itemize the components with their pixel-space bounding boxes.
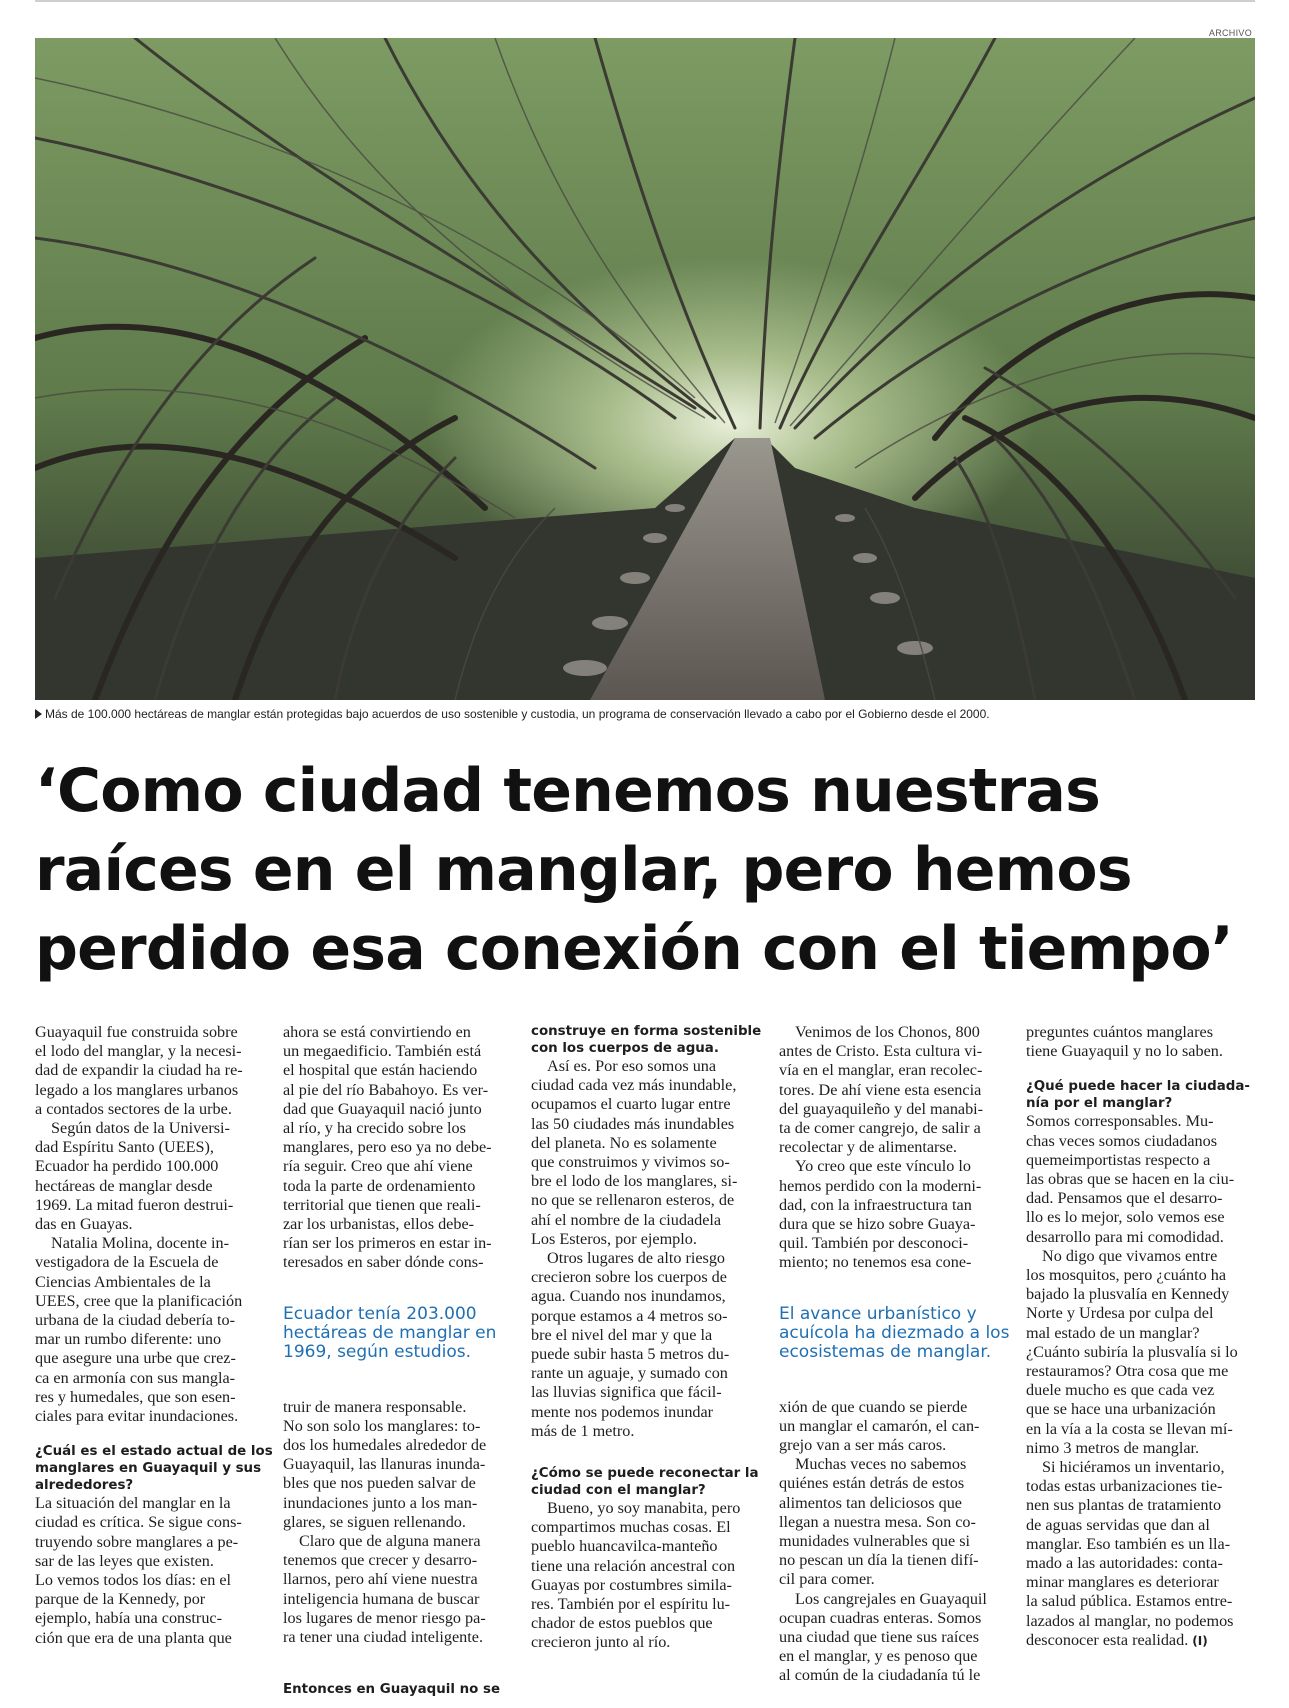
text-line: La situación del manglar en la	[35, 1494, 231, 1513]
mangrove-tunnel-image	[35, 38, 1255, 700]
text-line: del planeta. No es solamente	[531, 1133, 717, 1152]
text-line: teresados en saber dónde cons-	[283, 1253, 484, 1272]
text-line: ca en armonía con sus mangla-	[35, 1368, 236, 1387]
text-line: ¿Qué puede hacer la ciudada-	[1026, 1079, 1250, 1095]
article-column-5	[1026, 1023, 1250, 1651]
text-line: hectáreas de manglar en	[283, 1322, 497, 1343]
text-line: inteligencia humana de buscar	[283, 1589, 480, 1608]
paragraph	[35, 1023, 251, 1119]
text-line: no que se rellenaron esteros, de	[531, 1191, 735, 1210]
text-line: zar los urbanistas, ellos debe-	[283, 1215, 475, 1234]
text-line: manglares en Guayaquil y sus	[35, 1461, 262, 1477]
text-line: ahí el nombre de la ciudadela	[531, 1210, 722, 1229]
text-line: llo es lo mejor, solo vemos ese	[1026, 1208, 1225, 1227]
text-line: No son solo los manglares: to-	[283, 1416, 481, 1435]
text-line: crecieron junto al río.	[531, 1633, 671, 1652]
text-line: ría seguir. Creo que ahí viene	[283, 1157, 473, 1176]
text-line: ciales para evitar inundaciones.	[35, 1407, 239, 1426]
text-line: pueblo huancavilca-manteño	[531, 1537, 718, 1556]
end-mark: (I)	[1192, 1633, 1208, 1648]
text-line: das en Guayas.	[35, 1215, 133, 1234]
text-line: dura que se hizo sobre Guaya-	[779, 1215, 976, 1234]
text-line: en el manglar, y es penoso que	[779, 1647, 978, 1666]
pull-quote	[779, 1303, 1010, 1362]
text-line: truir de manera responsable.	[283, 1397, 467, 1416]
text-line: que se hace una urbanización	[1026, 1400, 1216, 1419]
text-line: bles que nos pueden salvar de	[283, 1474, 476, 1493]
text-line: las 50 ciudades más inundables	[531, 1114, 735, 1133]
text-line: antes de Cristo. Esta cultura vi-	[779, 1042, 983, 1061]
text-line: un megaedificio. También está	[283, 1042, 482, 1061]
headline	[35, 752, 1260, 989]
text-line: acuícola ha diezmado a los	[779, 1322, 1010, 1343]
text-line: dad Espíritu Santo (UEES),	[35, 1138, 214, 1157]
text-line: urbana de la ciudad debería to-	[35, 1311, 235, 1330]
text-line: que construimos y vivimos so-	[531, 1153, 730, 1172]
text-line: que asegure una urbe que crez-	[35, 1349, 236, 1368]
text-line: tores. De ahí viene esta esencia	[779, 1080, 982, 1099]
paragraph	[1026, 1023, 1242, 1061]
text-line: ta de comer cangrejo, de salir a	[779, 1119, 981, 1138]
text-line: Ciencias Ambientales de la	[35, 1272, 211, 1291]
text-line: ciudad es crítica. Se sigue cons-	[35, 1513, 242, 1532]
text-line: toda la parte de ordenamiento	[283, 1176, 476, 1195]
text-line: Guayaquil fue construida sobre	[35, 1023, 238, 1041]
text-line: compartimos muchas cosas. El	[531, 1518, 731, 1537]
text-line: tenemos que crecer y desarro-	[283, 1551, 478, 1570]
paragraph	[1026, 1458, 1242, 1651]
headline-line-1: ‘Como ciudad tenemos nuestras	[35, 756, 1101, 826]
text-line: truyendo sobre manglares a pe-	[35, 1532, 239, 1551]
text-line: nía por el manglar?	[1026, 1096, 1173, 1112]
text-line: dad, con la infraestructura tan	[779, 1195, 972, 1214]
text-line: tiene una relación ancestral con	[531, 1556, 736, 1575]
text-line: las lluvias significa que fácil-	[531, 1383, 722, 1402]
paragraph	[1026, 1112, 1242, 1246]
text-line: manglares, pero eso ya no debe-	[283, 1138, 492, 1157]
text-line: Somos corresponsables. Mu-	[1026, 1112, 1214, 1131]
paragraph	[283, 1532, 499, 1647]
text-line: el hospital que están haciendo	[283, 1061, 478, 1080]
text-line: hemos perdido con la moderni-	[779, 1176, 982, 1195]
text-line: miento; no tenemos esa cone-	[779, 1253, 972, 1272]
text-line: puede subir hasta 5 metros du-	[531, 1345, 730, 1364]
text-line: glares, se siguen rellenando.	[283, 1512, 466, 1531]
text-line: 1969. La mitad fueron destrui-	[35, 1195, 234, 1214]
text-line: mente nos podemos inundar	[531, 1402, 714, 1421]
text-line: bre el nivel del mar y que la	[531, 1325, 713, 1344]
caption-text: Más de 100.000 hectáreas de manglar están protegidas bajo acuerdos de uso sostenible y custodia, un programa de conservación llevado a cabo por el Gobierno desde el 2000.	[45, 707, 990, 721]
top-rule	[35, 0, 1255, 2]
text-line: Claro que de alguna manera	[299, 1532, 481, 1551]
text-line: Ecuador tenía 203.000	[283, 1303, 477, 1324]
text-line: cil para comer.	[779, 1570, 875, 1589]
text-line: 1969, según estudios.	[283, 1341, 472, 1362]
photo-credit: ARCHIVO	[1208, 28, 1252, 38]
text-line: dos los humedales alrededor de	[283, 1436, 487, 1455]
text-line: Ecuador ha perdido 100.000	[35, 1157, 219, 1176]
article-column-4	[779, 1023, 1010, 1686]
text-line: chador de estos pueblos que	[531, 1614, 713, 1633]
text-line: nimo 3 metros de manglar.	[1026, 1438, 1200, 1457]
text-line: No digo que vivamos entre	[1042, 1246, 1218, 1265]
text-line: bajado la plusvalía en Kennedy	[1026, 1285, 1230, 1304]
text-line: no pescan un día la tienen difí-	[779, 1551, 979, 1570]
text-line: Los cangrejales en Guayaquil	[795, 1589, 987, 1608]
text-line: alrededores?	[35, 1478, 134, 1494]
text-line: rían ser los primeros en estar in-	[283, 1234, 492, 1253]
text-line: la salud pública. Estamos entre-	[1026, 1592, 1233, 1611]
text-line: agua. Cuando nos inundamos,	[531, 1287, 726, 1306]
text-line: un manglar el camarón, el can-	[779, 1416, 980, 1435]
text-line: Lo vemos todos los días: en el	[35, 1571, 232, 1590]
text-line: Otros lugares de alto riesgo	[547, 1249, 726, 1268]
text-line: Yo creo que este vínculo lo	[795, 1157, 971, 1176]
text-line: ¿Cuál es el estado actual de los	[35, 1444, 273, 1460]
text-line-content: desconocer esta realidad.	[1026, 1630, 1189, 1649]
text-line: tiene Guayaquil y no lo saben.	[1026, 1042, 1223, 1061]
text-line: porque estamos a 4 metros so-	[531, 1306, 728, 1325]
text-line: manglar. Eso también es un lla-	[1026, 1534, 1231, 1553]
text-line: llarnos, pero ahí viene nuestra	[283, 1570, 478, 1589]
text-line: ra tener una ciudad inteligente.	[283, 1628, 484, 1647]
article-column-2	[283, 1023, 499, 1698]
paragraph	[283, 1398, 499, 1532]
paragraph	[531, 1057, 747, 1249]
text-line: chas veces somos ciudadanos	[1026, 1131, 1218, 1150]
text-line: legado a los manglares urbanos	[35, 1080, 239, 1099]
article-column-1	[35, 1023, 273, 1648]
text-line: quil. También por desconoci-	[779, 1234, 969, 1253]
text-line: al común de la ciudadanía tú le	[779, 1666, 981, 1685]
pull-quote	[283, 1305, 499, 1362]
text-line: ocupamos el cuarto lugar entre	[531, 1095, 731, 1114]
paragraph	[35, 1119, 251, 1234]
text-line: ¿Cuánto subiría la plusvalía si lo	[1026, 1342, 1238, 1361]
text-line: lazados al manglar, no podemos	[1026, 1611, 1234, 1630]
text-line: Bueno, yo soy manabita, pero	[547, 1499, 741, 1518]
text-line: Así es. Por eso somos una	[547, 1057, 717, 1075]
paragraph	[779, 1398, 995, 1456]
text-line: ciudad cada vez más inundable,	[531, 1076, 737, 1095]
text-line: dad. Pensamos que el desarro-	[1026, 1189, 1223, 1208]
text-line: Guayas por costumbres simila-	[531, 1575, 732, 1594]
text-line: ciudad con el manglar?	[531, 1483, 706, 1499]
paragraph	[779, 1023, 995, 1157]
mangrove-photo	[35, 38, 1255, 700]
text-line: Venimos de los Chonos, 800	[795, 1023, 980, 1041]
text-line: al pie del río Babahoyo. Es ver-	[283, 1080, 489, 1099]
text-line: al río, y ha crecido sobre los	[283, 1119, 466, 1138]
text-line: ecosistemas de manglar.	[779, 1341, 992, 1362]
text-line: llegan a nuestra mesa. Son co-	[779, 1512, 976, 1531]
text-line: mal estado de un manglar?	[1026, 1323, 1200, 1342]
text-line: rante un aguaje, y sumado con	[531, 1364, 728, 1383]
text-line: vestigadora de la Escuela de	[35, 1253, 219, 1272]
text-line: más de 1 metro.	[531, 1421, 635, 1440]
photo-caption	[35, 707, 1255, 721]
text-line: Guayaquil, las llanuras inunda-	[283, 1455, 486, 1474]
text-line: ahora se está convirtiendo en	[283, 1023, 471, 1041]
text-line: munidades vulnerables que si	[779, 1532, 971, 1551]
text-line: el lodo del manglar, y la necesi-	[35, 1042, 242, 1061]
text-line: sar de las leyes que existen.	[35, 1551, 214, 1570]
text-line: alimentos tan deliciosos que	[779, 1493, 962, 1512]
text-line: todas estas urbanizaciones tie-	[1026, 1477, 1223, 1496]
text-line: de aguas servidas que dan al	[1026, 1515, 1210, 1534]
interview-question	[283, 1681, 499, 1698]
text-line: una ciudad que tiene sus raíces	[779, 1628, 980, 1647]
text-line: Norte y Urdesa por culpa del	[1026, 1304, 1214, 1323]
text-line: crecieron sobre los cuerpos de	[531, 1268, 727, 1287]
text-line: inundaciones junto a los man-	[283, 1493, 478, 1512]
text-line: los lugares de menor riesgo pa-	[283, 1608, 486, 1627]
text-line: preguntes cuántos manglares	[1026, 1023, 1213, 1041]
paragraph	[531, 1499, 747, 1653]
text-line: los mosquitos, pero ¿cuánto ha	[1026, 1266, 1227, 1285]
text-line: ción que era de una planta que	[35, 1628, 232, 1647]
text-line: las obras que se hacen en la ciu-	[1026, 1170, 1235, 1189]
text-line: Natalia Molina, docente in-	[51, 1234, 229, 1253]
text-line: construye en forma sostenible	[531, 1024, 762, 1039]
text-line: UEES, cree que la planificación	[35, 1291, 243, 1310]
headline-line-3: perdido esa conexión con el tiempo’	[35, 914, 1233, 984]
text-line: a contados sectores de la urbe.	[35, 1099, 232, 1118]
text-line: con los cuerpos de agua.	[531, 1041, 719, 1056]
text-line: El avance urbanístico y	[779, 1303, 977, 1324]
text-line: hectáreas de manglar desde	[35, 1176, 213, 1195]
text-line: ejemplo, había una construc-	[35, 1609, 222, 1628]
text-line: Entonces en Guayaquil no se	[283, 1682, 501, 1698]
article-column-3	[531, 1023, 762, 1653]
text-line: res. También por el espíritu lu-	[531, 1595, 731, 1614]
paragraph	[779, 1157, 995, 1272]
paragraph	[283, 1023, 499, 1273]
text-line: parque de la Kennedy, por	[35, 1590, 206, 1609]
text-line: Si hiciéramos un inventario,	[1042, 1458, 1225, 1477]
text-line: vía en el manglar, eran recolec-	[779, 1061, 983, 1080]
paragraph	[779, 1590, 995, 1686]
text-line: Los Esteros, por ejemplo.	[531, 1229, 697, 1248]
text-line: quiénes están detrás de estos	[779, 1474, 965, 1493]
text-line: grejo van a ser más caros.	[779, 1436, 947, 1455]
text-line: Muchas veces no sabemos	[795, 1455, 967, 1474]
text-line: restauramos? Otra cosa que me	[1026, 1362, 1229, 1381]
text-line	[1026, 1631, 1242, 1651]
text-line: recolectar y de alimentarse.	[779, 1138, 957, 1157]
text-line: en la vía a la costa se llevan mí-	[1026, 1419, 1233, 1438]
text-line: ocupan cuadras enteras. Somos	[779, 1608, 982, 1627]
text-line: minar manglares es deteriorar	[1026, 1573, 1219, 1592]
paragraph	[35, 1494, 251, 1648]
text-line: territorial que tienen que reali-	[283, 1195, 481, 1214]
text-line: res y humedales, que son esen-	[35, 1387, 236, 1406]
text-line: Según datos de la Universi-	[51, 1119, 230, 1138]
text-line: nen sus plantas de tratamiento	[1026, 1496, 1222, 1515]
interview-question	[531, 1465, 759, 1499]
text-line: del guayaquileño y del manabi-	[779, 1099, 984, 1118]
paragraph	[779, 1455, 995, 1589]
paragraph	[1026, 1247, 1242, 1458]
interview-question	[35, 1443, 273, 1494]
text-line: duele mucho es que cada vez	[1026, 1381, 1215, 1400]
caption-triangle-icon	[35, 709, 42, 719]
text-line: ¿Cómo se puede reconectar la	[531, 1466, 759, 1482]
text-line: quemeimportistas respecto a	[1026, 1150, 1211, 1169]
text-line: bre el lodo de los manglares, si-	[531, 1172, 738, 1191]
text-line: desarrollo para mi comodidad.	[1026, 1227, 1224, 1246]
text-line: dad de expandir la ciudad ha re-	[35, 1061, 243, 1080]
paragraph	[35, 1234, 251, 1426]
text-line: mado a las autoridades: conta-	[1026, 1554, 1223, 1573]
interview-question	[1026, 1078, 1250, 1112]
headline-line-2: raíces en el manglar, pero hemos	[35, 835, 1132, 905]
text-line: xión de que cuando se pierde	[779, 1397, 968, 1416]
text-line: mar un rumbo diferente: uno	[35, 1330, 222, 1349]
paragraph	[531, 1249, 747, 1441]
interview-question-continued	[531, 1023, 762, 1057]
text-line: dad que Guayaquil nació junto	[283, 1099, 482, 1118]
